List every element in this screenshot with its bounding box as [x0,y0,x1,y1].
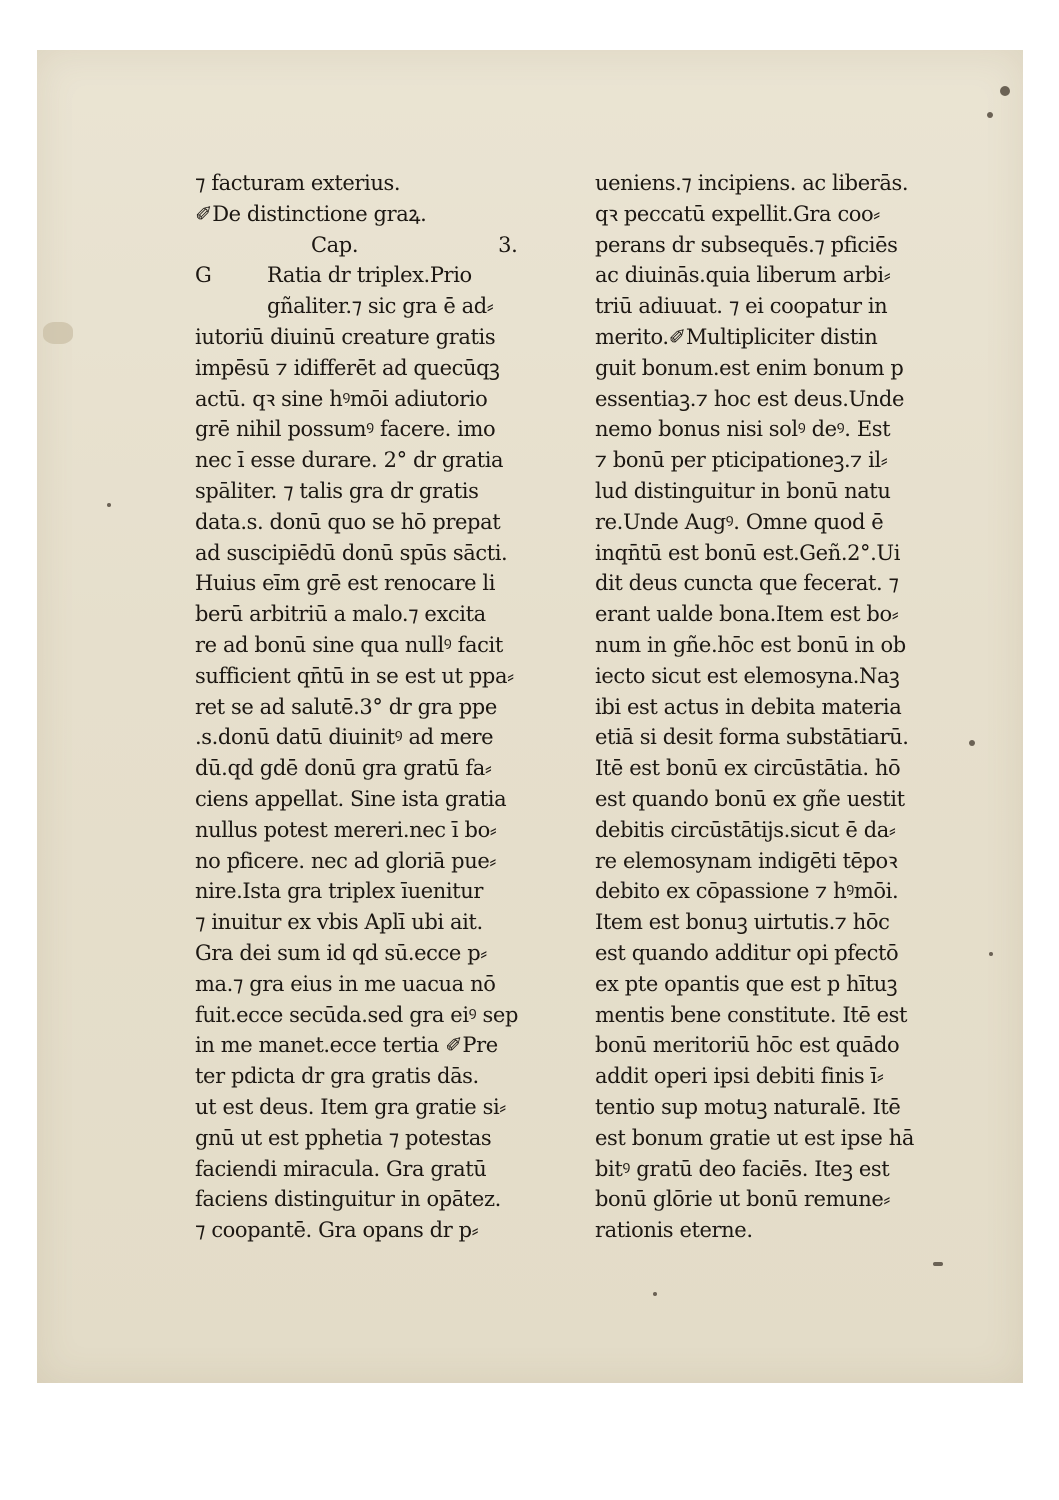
text-line: bonū meritoriū hōc est quādo [595,1033,900,1058]
text-line: merito.✐Multipliciter distin [595,324,878,349]
text-line: Itē est bonū ex circūstātia. hō [595,756,901,781]
text-line: ⁊ coopantē. Gra opans dr p⸗ [195,1218,479,1243]
text-line: ibi est actus in debita materia [595,694,902,719]
text-line: faciendi miracula. Gra gratū [195,1156,487,1181]
text-line: nire.Ista gra triplex īuenitur [195,879,483,904]
text-line: ad suscipiēdū donū spūs sācti. [195,540,508,565]
text-line: debito ex cōpassione ⁊ hꝰmōi. [595,879,899,904]
text-line: gñaliter.⁊ sic gra ē ad⸗ [267,294,494,319]
text-line: addit operi ipsi debiti finis ī⸗ [595,1064,884,1089]
text-column-left [195,168,545,1246]
text-line: erant ualde bona.Item est bo⸗ [595,602,899,627]
text-line: Huius eīm grē est renocare li [195,571,496,596]
text-line: ⁊ bonū per pticipationeꝫ.⁊ il⸗ [595,448,888,473]
text-line: est quando additur opi pfectō [595,940,899,965]
text-line: rationis eterne. [595,1218,753,1243]
text-line: gnū ut est pphetia ⁊ potestas [195,1125,492,1150]
text-line: impēsū ⁊ idifferēt ad quecūqꝫ [195,355,500,380]
text-line: ut est deus. Item gra gratie si⸗ [195,1094,506,1119]
text-line: essentiaꝫ.⁊ hoc est deus.Unde [595,386,904,411]
chapter-number: 3. [498,232,518,257]
text-line: ma.⁊ gra eius in me uacua nō [195,971,496,996]
text-line: est bonum gratie ut est ipse hā [595,1125,914,1150]
text-line: ⁊ facturam exterius. [195,171,401,195]
text-line: dit deus cuncta que fecerat. ⁊ [595,571,899,596]
scanned-page [37,50,1023,1383]
text-line: ⁊ inuitur ex vbis Aplī ubi ait. [195,910,483,935]
text-line: bonū glōrie ut bonū remune⸗ [595,1187,890,1212]
text-line: .s.donū datū diuinitꝰ ad mere [195,725,494,750]
text-line-rest: Ratia dr triplex.Prio [267,263,472,288]
text-line: ret se ad salutē.3° dr gra ppe [195,694,497,719]
text-line: spāliter. ⁊ talis gra dr gratis [195,478,479,503]
text-line: etiā si desit forma substātiarū. [595,725,909,750]
text-line: nemo bonus nisi solꝰ deꝰ. Est [595,417,891,442]
text-line-drop [195,260,545,291]
text-line: ter pdicta dr gra gratis dās. [195,1064,479,1089]
text-line: bitꝰ gratū deo faciēs. Iteꝫ est [595,1156,890,1181]
text-line: nec ī esse durare. 2° dr gratia [195,448,504,473]
margin-mark [653,1292,657,1296]
chapter-heading: ✐De distinctione graꝝ. [195,201,427,226]
text-line: no pficere. nec ad gloriā pue⸗ [195,848,496,873]
text-line: Gra dei sum id qd sū.ecce p⸗ [195,940,487,965]
text-column-right [595,168,965,1246]
text-line: dū.qd gdē donū gra gratū fa⸗ [195,756,492,781]
text-line: iutoriū diuinū creature gratis [195,324,496,349]
text-line: ac diuinās.quia liberum arbi⸗ [595,263,891,288]
guide-letter: G [195,263,212,288]
text-line: faciens distinguitur in opātez. [195,1187,501,1212]
margin-stain [43,322,73,344]
text-line: iecto sicut est elemosyna.Naꝫ [595,663,900,688]
chapter-cap: Cap. [311,232,359,257]
text-line: ciens appellat. Sine ista gratia [195,786,507,811]
text-line: inqn̄tū est bonū est.Geñ.2°.Ui [595,540,901,565]
text-line: data.s. donū quo se hō prepat [195,509,501,534]
margin-mark [107,503,111,507]
text-line: in me manet.ecce tertia ✐Pre [195,1033,498,1058]
text-line: num in gñe.hōc est bonū in ob [595,632,906,657]
text-line: debitis circūstātijs.sicut ē da⸗ [595,817,896,842]
text-line: actū. qꝛ sine hꝰmōi adiutorio [195,386,488,411]
text-line: perans dr subsequēs.⁊ pficiēs [595,232,898,257]
text-line: lud distinguitur in bonū natu [595,478,891,503]
text-line: tentio sup motuꝫ naturalē. Itē [595,1094,901,1119]
text-line: berū arbitriū a malo.⁊ excita [195,602,486,627]
text-line: ex pte opantis que est p hītuꝫ [595,971,898,996]
text-line: re ad bonū sine qua nullꝰ facit [195,632,503,657]
chapter-label [195,230,545,261]
text-line: qꝛ peccatū expellit.Gra coo⸗ [595,201,880,226]
text-line: fuit.ecce secūda.sed gra eiꝰ sep [195,1002,518,1027]
text-line: grē nihil possumꝰ facere. imo [195,417,496,442]
text-line: Item est bonuꝫ uirtutis.⁊ hōc [595,910,890,935]
margin-mark [987,112,993,118]
margin-mark [969,740,975,746]
text-line: ueniens.⁊ incipiens. ac liberās. [595,171,909,195]
text-line: re.Unde Augꝰ. Omne quod ē [595,509,884,534]
margin-mark [1000,86,1010,96]
text-line: re elemosynam indigēti tēpoꝛ [595,848,898,873]
text-line: mentis bene constitute. Itē est [595,1002,908,1027]
margin-mark [933,1262,943,1266]
margin-mark [989,952,993,956]
text-line: guit bonum.est enim bonum p [595,355,904,380]
text-line: sufficient qn̄tū in se est ut ppa⸗ [195,663,514,688]
text-line: est quando bonū ex gñe uestit [595,786,905,811]
text-line: nullus potest mereri.nec ī bo⸗ [195,817,497,842]
text-line: triū adiuuat. ⁊ ei coopatur in [595,294,888,319]
